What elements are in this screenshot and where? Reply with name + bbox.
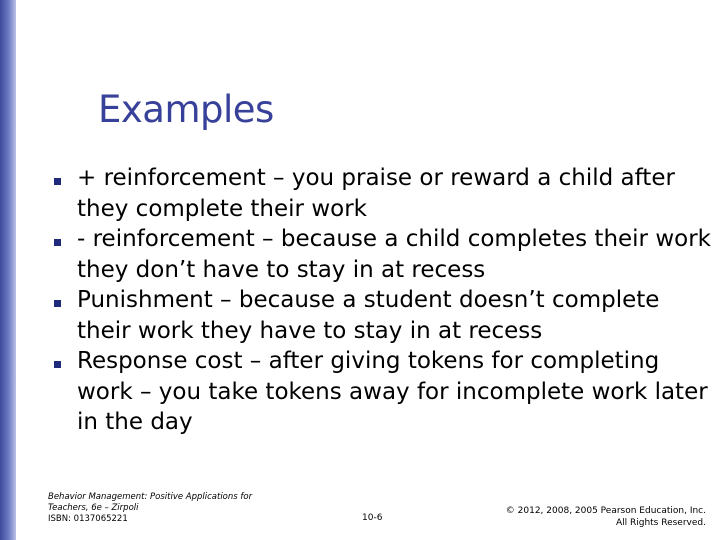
bullet-list	[52, 163, 712, 438]
square-bullet-icon	[54, 300, 61, 307]
footer-book-info	[48, 492, 258, 525]
bullet-item	[52, 346, 712, 438]
bullet-item	[52, 224, 712, 285]
slide-title: Examples	[98, 88, 274, 131]
square-bullet-icon	[54, 178, 61, 185]
decorative-side-band	[0, 0, 16, 540]
footer-copyright: © 2012, 2008, 2005 Pearson Education, Inc.	[505, 506, 706, 516]
footer-isbn: ISBN: 0137065221	[48, 514, 128, 524]
footer-page-number: 10-6	[362, 513, 383, 523]
footer-copyright-block	[506, 505, 706, 529]
square-bullet-icon	[54, 361, 61, 368]
footer-rights: All Rights Reserved.	[615, 518, 706, 528]
bullet-text: Response cost – after giving tokens for completing work – you take tokens away for incomplete work later in the day	[77, 348, 708, 435]
bullet-text: Punishment – because a student doesn’t complete their work they have to stay in at recess	[77, 287, 660, 344]
footer-book-title: Behavior Management: Positive Applications for Teachers, 6e – Zirpoli	[48, 492, 253, 513]
square-bullet-icon	[54, 239, 61, 246]
bullet-text: - reinforcement – because a child completes their work they don’t have to stay in at recess	[77, 226, 711, 283]
bullet-item	[52, 285, 712, 346]
bullet-item	[52, 163, 712, 224]
bullet-text: + reinforcement – you praise or reward a child after they complete their work	[77, 165, 675, 222]
